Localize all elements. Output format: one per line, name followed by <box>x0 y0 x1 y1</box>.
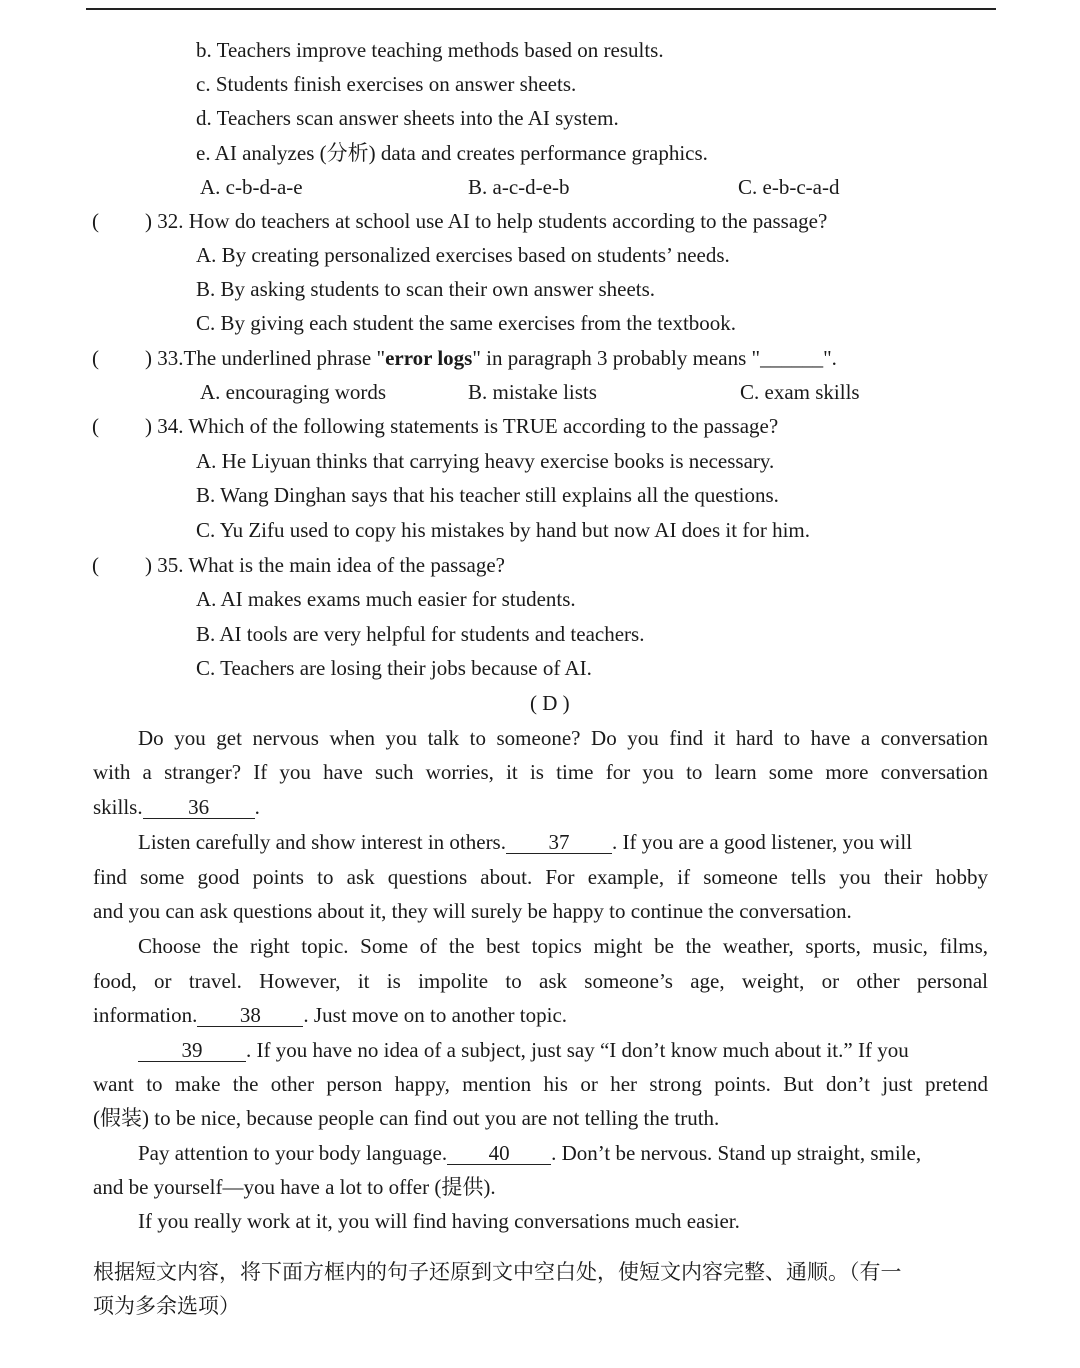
blank-36[interactable]: 36 <box>143 796 255 819</box>
blank-40[interactable]: 40 <box>447 1142 551 1165</box>
passage-p2-line2: find some good points to ask questions about. For example, if someone tells you their hobby <box>93 865 988 889</box>
q34-option-a: A. He Liyuan thinks that carrying heavy exercise books is necessary. <box>196 449 775 473</box>
passage-p4-line1 <box>138 1036 909 1064</box>
passage-p4-line3: (假装) to be nice, because people can find out you are not telling the truth. <box>93 1106 720 1130</box>
q31-item-d: d. Teachers scan answer sheets into the AI system. <box>196 106 619 130</box>
passage-p3-line3 <box>93 1001 567 1029</box>
p4-post: . If you have no idea of a subject, just say “I don’t know much about it.” If you <box>246 1038 909 1062</box>
p2-post: . If you are a good listener, you will <box>611 830 913 854</box>
passage-p1-line1: Do you get nervous when you talk to someone? Do you find it hard to have a conversation <box>138 726 988 750</box>
q33-stem-pre: ) 33.The underlined phrase " <box>145 346 386 370</box>
q33-stem-bold: error logs <box>385 346 473 370</box>
passage-p2-line3: and you can ask questions about it, they will surely be happy to continue the conversation. <box>93 899 852 923</box>
q35-stem: ) 35. What is the main idea of the passage? <box>145 553 505 577</box>
blank-39[interactable]: 39 <box>138 1039 246 1062</box>
passage-p4-line2: want to make the other person happy, mention his or her strong points. But don’t just pretend <box>93 1072 988 1096</box>
q32-answer-paren[interactable]: ( <box>92 209 99 233</box>
q33-option-b: B. mistake lists <box>468 380 597 404</box>
q35-answer-paren[interactable]: ( <box>92 553 99 577</box>
instruction-line2: 项为多余选项） <box>93 1294 240 1318</box>
q35-option-b: B. AI tools are very helpful for students and teachers. <box>196 622 645 646</box>
q32-stem: ) 32. How do teachers at school use AI to help students according to the passage? <box>145 209 828 233</box>
blank-37[interactable]: 37 <box>506 831 612 854</box>
passage-p5-line1 <box>138 1139 921 1167</box>
p3-pre: information. <box>93 1003 198 1027</box>
q35-option-c: C. Teachers are losing their jobs because of AI. <box>196 656 592 680</box>
passage-p5-line2: and be yourself—you have a lot to offer (提供). <box>93 1175 496 1199</box>
q34-option-b: B. Wang Dinghan says that his teacher still explains all the questions. <box>196 483 779 507</box>
q33-option-c: C. exam skills <box>740 380 860 404</box>
blank-38[interactable]: 38 <box>197 1004 303 1027</box>
q33-option-a: A. encouraging words <box>200 380 387 404</box>
instruction-line1: 根据短文内容，将下面方框内的句子还原到文中空白处，使短文内容完整、通顺。（有一 <box>93 1260 902 1284</box>
q34-answer-paren[interactable]: ( <box>92 414 99 438</box>
q31-item-c: c. Students finish exercises on answer sheets. <box>196 72 577 96</box>
q31-item-e: e. AI analyzes (分析) data and creates performance graphics. <box>196 141 708 165</box>
q33-stem-post: " in paragraph 3 probably means "______". <box>472 346 837 370</box>
passage-p6-line1: If you really work at it, you will find having conversations much easier. <box>138 1209 740 1233</box>
p5-post: . Don’t be nervous. Stand up straight, smile, <box>551 1141 922 1165</box>
q33-answer-paren[interactable]: ( <box>92 346 99 370</box>
top-rule <box>86 8 996 10</box>
p1-post: . <box>254 795 260 819</box>
p3-post: . Just move on to another topic. <box>303 1003 568 1027</box>
q31-option-a: A. c-b-d-a-e <box>200 175 303 199</box>
q31-option-c: C. e-b-c-a-d <box>738 175 840 199</box>
q35-option-a: A. AI makes exams much easier for students. <box>196 587 576 611</box>
q33-stem <box>145 344 837 372</box>
q34-option-c: C. Yu Zifu used to copy his mistakes by hand but now AI does it for him. <box>196 518 811 542</box>
q31-option-b: B. a-c-d-e-b <box>468 175 570 199</box>
section-title: ( D ) <box>530 691 570 715</box>
passage-p3-line1: Choose the right topic. Some of the best topics might be the weather, sports, music, films, <box>138 934 988 958</box>
q31-item-b: b. Teachers improve teaching methods based on results. <box>196 38 664 62</box>
p5-pre: Pay attention to your body language. <box>138 1141 448 1165</box>
q32-option-a: A. By creating personalized exercises based on students’ needs. <box>196 243 730 267</box>
p1-pre: skills. <box>93 795 143 819</box>
p2-pre: Listen carefully and show interest in others. <box>138 830 506 854</box>
passage-p3-line2: food, or travel. However, it is impolite to ask someone’s age, weight, or other personal <box>93 969 988 993</box>
passage-p2-line1 <box>138 828 912 856</box>
q32-option-c: C. By giving each student the same exercises from the textbook. <box>196 311 737 335</box>
passage-p1-line2: with a stranger? If you have such worries, it is time for you to learn some more conversation <box>93 760 988 784</box>
passage-p1-line3 <box>93 793 260 821</box>
q32-option-b: B. By asking students to scan their own answer sheets. <box>196 277 656 301</box>
q34-stem: ) 34. Which of the following statements is TRUE according to the passage? <box>145 414 779 438</box>
